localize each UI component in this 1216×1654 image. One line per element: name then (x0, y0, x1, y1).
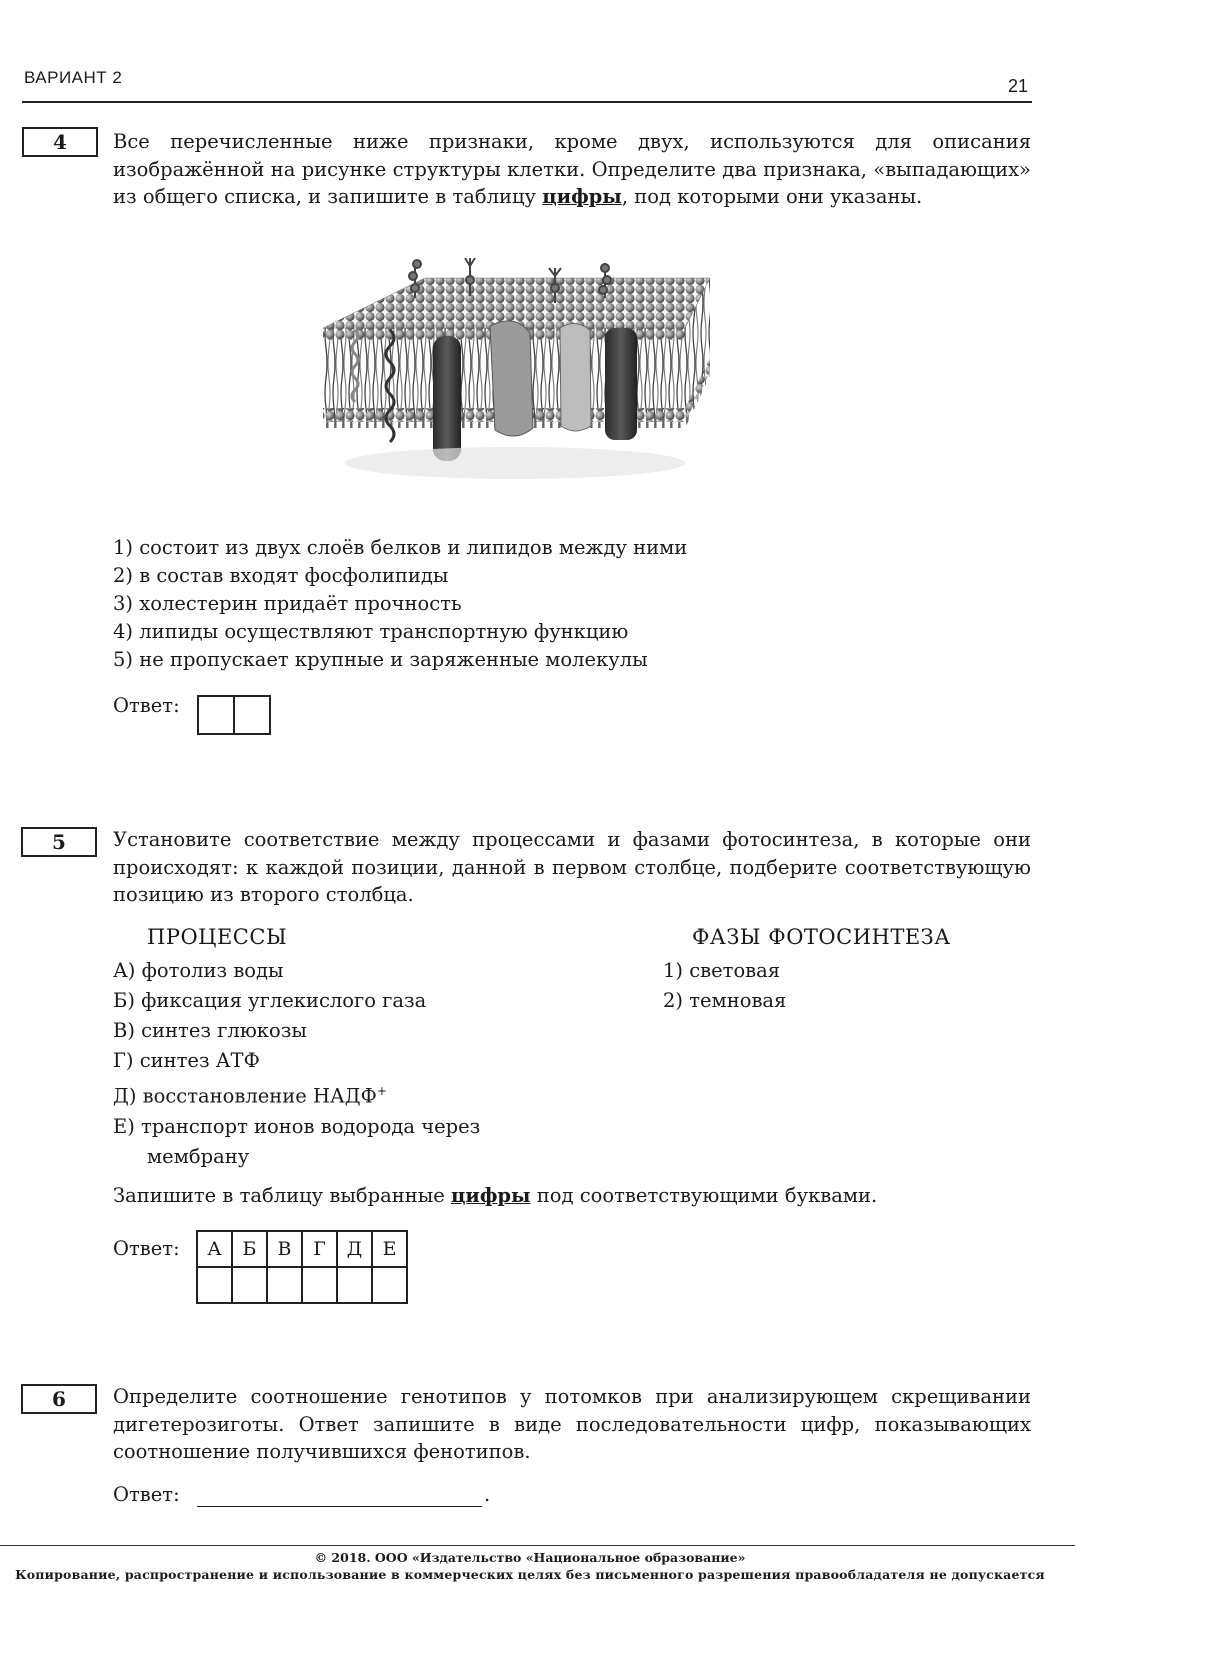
answer-letter-v: В (267, 1231, 302, 1267)
answer-cell-g[interactable] (302, 1267, 337, 1303)
process-v: В) синтез глюкозы (113, 1019, 307, 1042)
task-5-intro: Установите соответствие между процессами и фазами фотосинтеза, в которые они происходят: к каждой позиции, данной в первом столбце, подберите соответствующую позицию из второго столбца. (113, 828, 1031, 906)
footer-divider (0, 1545, 1075, 1546)
task-5-instruction: Запишите в таблицу выбранные цифры под соответствующими буквами. (113, 1184, 878, 1207)
option-1: 1) состоит из двух слоёв белков и липидов между ними (113, 536, 688, 559)
option-2: 2) в состав входят фосфолипиды (113, 564, 449, 587)
task-4-number: 4 (22, 127, 98, 157)
page-number: 21 (1008, 76, 1029, 96)
answer-letter-e: Е (372, 1231, 407, 1267)
process-b: Б) фиксация углекислого газа (113, 989, 427, 1012)
task-6-intro: Определите соотношение генотипов у потомков при анализирующем скрещивании дигетерозиготы. Ответ запишите в виде последовательности цифр, показывающих соотношение получившихся фенотипов. (113, 1385, 1031, 1463)
processes-heading: ПРОЦЕССЫ (147, 925, 288, 949)
task-5-number: 5 (21, 827, 97, 857)
option-3: 3) холестерин придаёт прочность (113, 592, 462, 615)
task-4-answer-label: Ответ: (113, 694, 180, 717)
option-4: 4) липиды осуществляют транспортную функцию (113, 620, 629, 643)
footer-copyright: © 2018. ООО «Издательство «Национальное образование» (314, 1550, 746, 1565)
answer-cell-v[interactable] (267, 1267, 302, 1303)
answer-cell-d[interactable] (337, 1267, 372, 1303)
task-4-options (113, 534, 687, 674)
task-4-answer-cell-2[interactable] (233, 695, 271, 735)
header-divider (22, 101, 1032, 103)
task-6-answer-label: Ответ: (113, 1483, 180, 1506)
answer-cell-b[interactable] (232, 1267, 267, 1303)
process-e: Е) транспорт ионов водорода через (113, 1114, 481, 1138)
answer-table-input-row (197, 1267, 407, 1303)
processes-list (113, 956, 583, 1172)
task-4-answer-cell-1[interactable] (197, 695, 235, 735)
task-6-answer-period: . (484, 1483, 491, 1506)
cell-membrane-illustration (315, 258, 725, 498)
phases-list (663, 956, 786, 1016)
task-6-answer-line[interactable] (197, 1506, 482, 1507)
answer-letter-g: Г (302, 1231, 337, 1267)
task-5-answer-table (196, 1230, 408, 1304)
answer-letter-a: А (197, 1231, 232, 1267)
answer-letter-d: Д (337, 1231, 372, 1267)
phase-2: 2) темновая (663, 989, 787, 1012)
answer-letter-b: Б (232, 1231, 267, 1267)
task-4-intro: Все перечисленные ниже признаки, кроме двух, используются для описания изображённой на рисунке структуры клетки. Определите два признака, «выпадающих» из общего списка, и запишите в таблицу цифры, под которыми они указаны. (113, 130, 1031, 208)
answer-cell-e[interactable] (372, 1267, 407, 1303)
variant-label: ВАРИАНТ 2 (24, 68, 123, 87)
phase-1: 1) световая (663, 959, 781, 982)
process-a: А) фотолиз воды (113, 959, 284, 982)
process-d: Д) восстановление НАДФ+ (113, 1084, 387, 1108)
option-5: 5) не пропускает крупные и заряженные молекулы (113, 648, 648, 671)
phases-heading: ФАЗЫ ФОТОСИНТЕЗА (692, 925, 951, 949)
answer-table-header-row (197, 1231, 407, 1267)
process-e-continuation: мембрану (147, 1144, 250, 1168)
task-6-number: 6 (21, 1384, 97, 1414)
footer-notice: Копирование, распространение и использование в коммерческих целях без письменного разрешения правообладателя не допускается (15, 1567, 1045, 1582)
task-5-answer-label: Ответ: (113, 1237, 180, 1260)
answer-cell-a[interactable] (197, 1267, 232, 1303)
process-g: Г) синтез АТФ (113, 1049, 260, 1072)
